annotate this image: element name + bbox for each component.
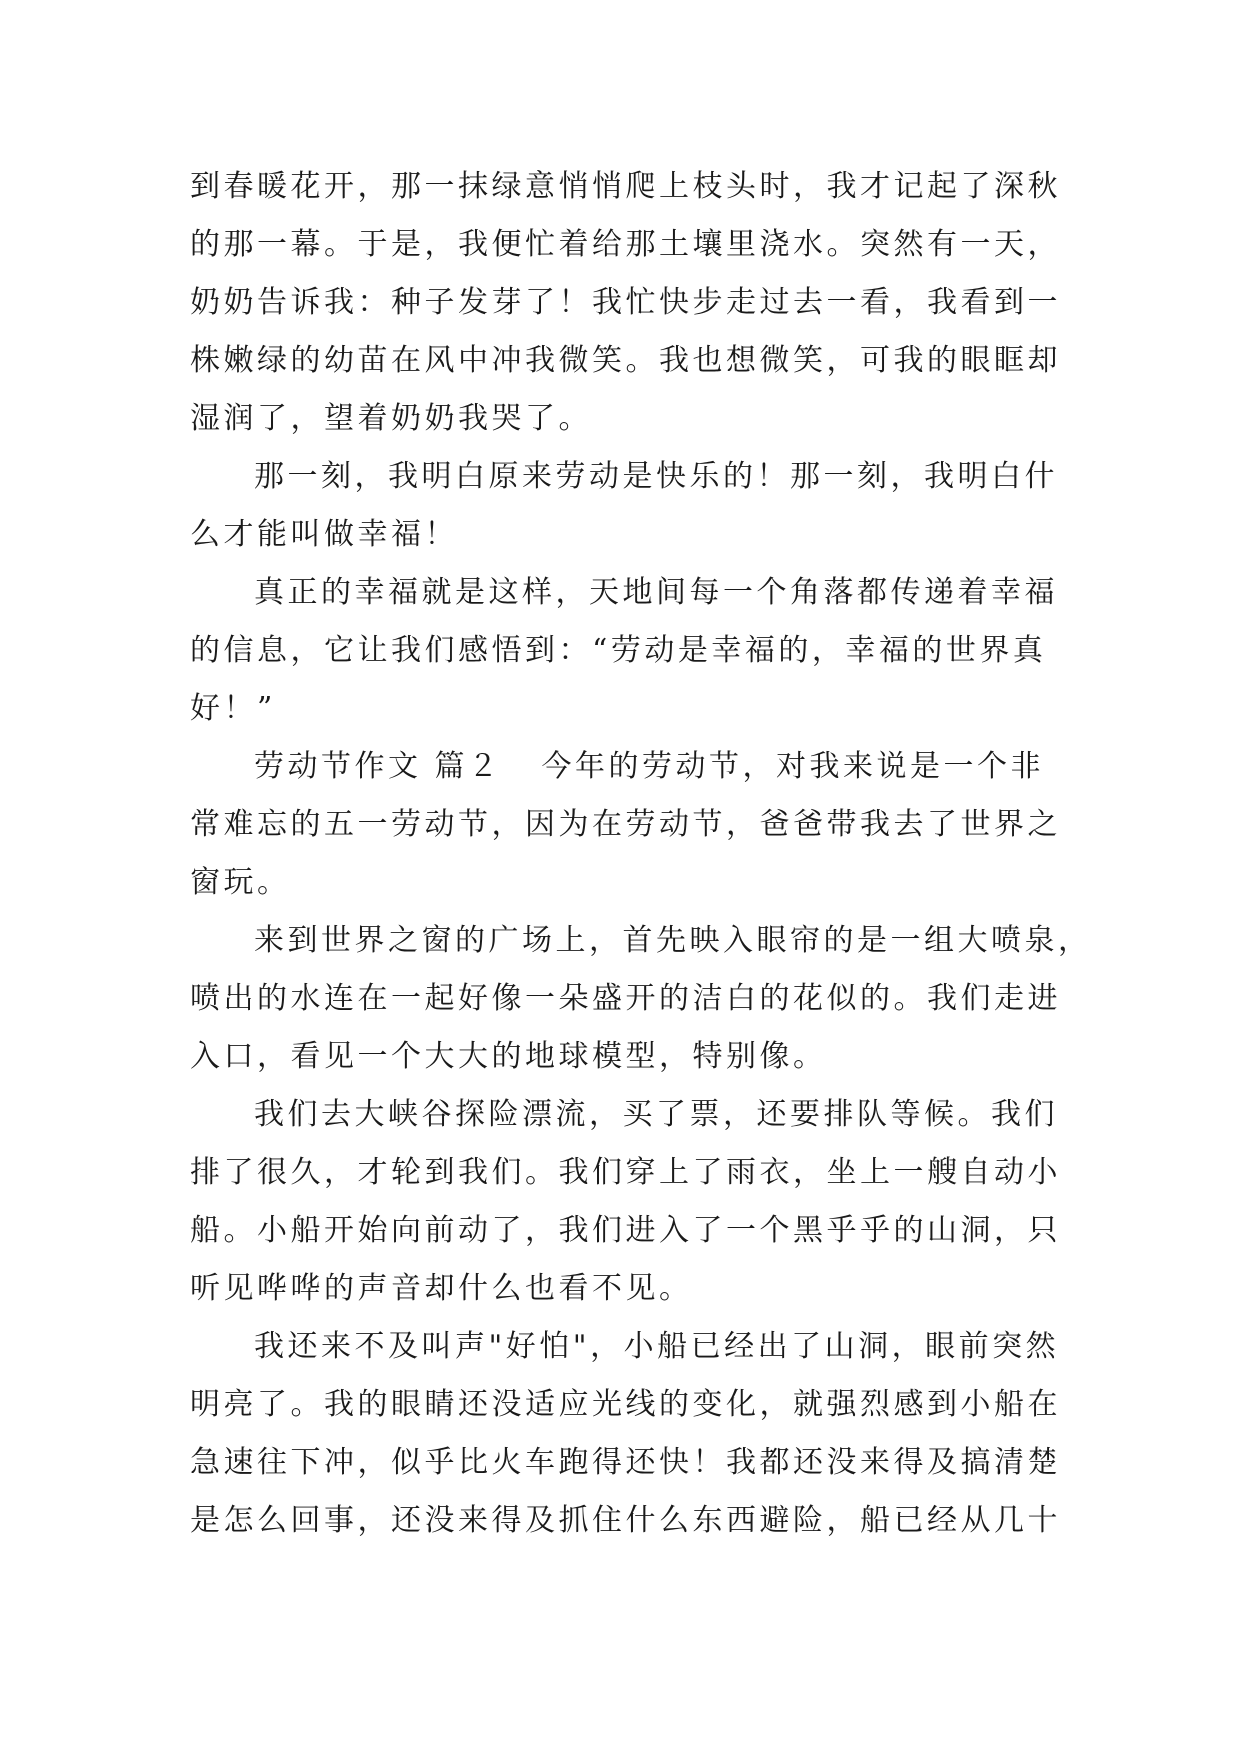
text-line: 到春暖花开，那一抹绿意悄悄爬上枝头时，我才记起了深秋	[190, 169, 1061, 204]
text-line: 株嫩绿的幼苗在风中冲我微笑。我也想微笑，可我的眼眶却	[190, 343, 1061, 378]
text-line: 的信息，它让我们感悟到：“劳动是幸福的，幸福的世界真	[190, 633, 1047, 668]
section-heading: 劳动节作文 篇２	[254, 749, 502, 784]
document-body	[190, 158, 1092, 1550]
text-line: 么才能叫做幸福！	[190, 517, 458, 552]
text-line: 船。小船开始向前动了，我们进入了一个黑乎乎的山洞，只	[190, 1213, 1061, 1248]
paragraph-start-line: 我们去大峡谷探险漂流，买了票，还要排队等候。我们	[254, 1097, 1058, 1132]
text-line: 窗玩。	[190, 865, 291, 900]
text-line: 排了很久，才轮到我们。我们穿上了雨衣，坐上一艘自动小	[190, 1155, 1061, 1190]
text-line: 的那一幕。于是，我便忙着给那土壤里浇水。突然有一天，	[190, 227, 1061, 262]
paragraph-start-line: 我还来不及叫声"好怕"，小船已经出了山洞，眼前突然	[254, 1329, 1060, 1364]
text-line: 好！”	[190, 691, 276, 726]
paragraph-start-line: 来到世界之窗的广场上，首先映入眼帘的是一组大喷泉，	[254, 923, 1092, 958]
text-line: 喷出的水连在一起好像一朵盛开的洁白的花似的。我们走进	[190, 981, 1061, 1016]
text-line: 是怎么回事，还没来得及抓住什么东西避险，船已经从几十	[190, 1503, 1061, 1538]
text-line: 听见哗哗的声音却什么也看不见。	[190, 1271, 693, 1306]
text-line: 常难忘的五一劳动节，因为在劳动节，爸爸带我去了世界之	[190, 807, 1061, 842]
section-first-text: 今年的劳动节，对我来说是一个非	[541, 749, 1045, 784]
text-line: 奶奶告诉我：种子发芽了！我忙快步走过去一看，我看到一	[190, 285, 1061, 320]
text-line: 入口，看见一个大大的地球模型，特别像。	[190, 1039, 827, 1074]
paragraph-start-line: 真正的幸福就是这样，天地间每一个角落都传递着幸福	[254, 575, 1058, 610]
paragraph-start-line: 那一刻，我明白原来劳动是快乐的！那一刻，我明白什	[254, 459, 1058, 494]
text-line: 湿润了，望着奶奶我哭了。	[190, 401, 592, 436]
text-line: 明亮了。我的眼睛还没适应光线的变化，就强烈感到小船在	[190, 1387, 1061, 1422]
section-heading-line	[190, 738, 1050, 796]
text-line: 急速往下冲，似乎比火车跑得还快！我都还没来得及搞清楚	[190, 1445, 1061, 1480]
